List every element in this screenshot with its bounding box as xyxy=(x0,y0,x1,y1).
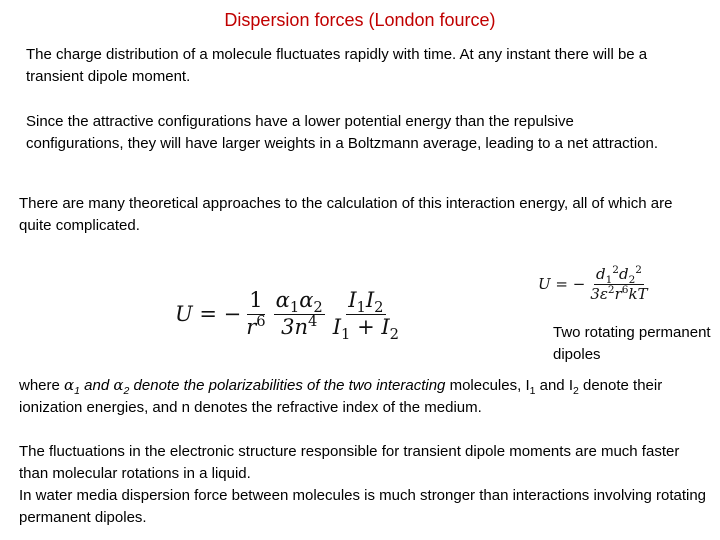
london-eq-fraction-r6: $\frac{1}{r^6}$ xyxy=(246,288,266,339)
paragraph-fluctuations xyxy=(19,441,709,529)
london-equation xyxy=(175,282,404,346)
paragraph-boltzmann: Since the attractive configurations have a lower potential energy than the repulsive configurations, they will have larger weights in a Boltzmann average, leading to a net attraction. xyxy=(26,113,659,152)
fluctuations-line-2: In water media dispersion force between molecules is much stronger than interactions involving rotating permanent dipoles. xyxy=(19,487,707,526)
dipole-eq-fraction: $\frac{d_1^2d_2^2}{3\varepsilon^2r^6kT}$ xyxy=(590,264,648,303)
london-eq-fraction-alpha: $\frac{\alpha_1\alpha_2}{3n^4}$ xyxy=(275,288,323,339)
paragraph-theoretical-approaches: There are many theoretical approaches to the calculation of this interaction energy, all of which are quite complicated. xyxy=(19,195,673,234)
paragraph-where-definitions: where $\alpha_1$ and $\alpha_2$ denote the polarizabilities of the two interacting molecules, $I_1$ and $I_2$ denote their ionization energies, and n denotes the refractive index of the medium. xyxy=(19,376,663,416)
dipole-caption: Two rotating permanent dipoles xyxy=(553,324,711,363)
paragraph-transient-dipole: The charge distribution of a molecule fluctuates rapidly with time. At any instant there will be a transient dipole moment. xyxy=(26,46,648,85)
london-eq-lhs: U = − xyxy=(175,302,242,326)
slide-title: Dispersion forces (London fource) xyxy=(224,10,496,30)
dipole-eq-lhs: U = − xyxy=(538,275,586,293)
dipole-equation xyxy=(538,258,653,310)
fluctuations-line-1: The fluctuations in the electronic structure responsible for transient dipole moments are much faster than molecular rotations in a liquid. xyxy=(19,443,680,482)
london-eq-fraction-ionization: $\frac{I_1I_2}{I_1 + I_2}$ xyxy=(332,288,400,343)
